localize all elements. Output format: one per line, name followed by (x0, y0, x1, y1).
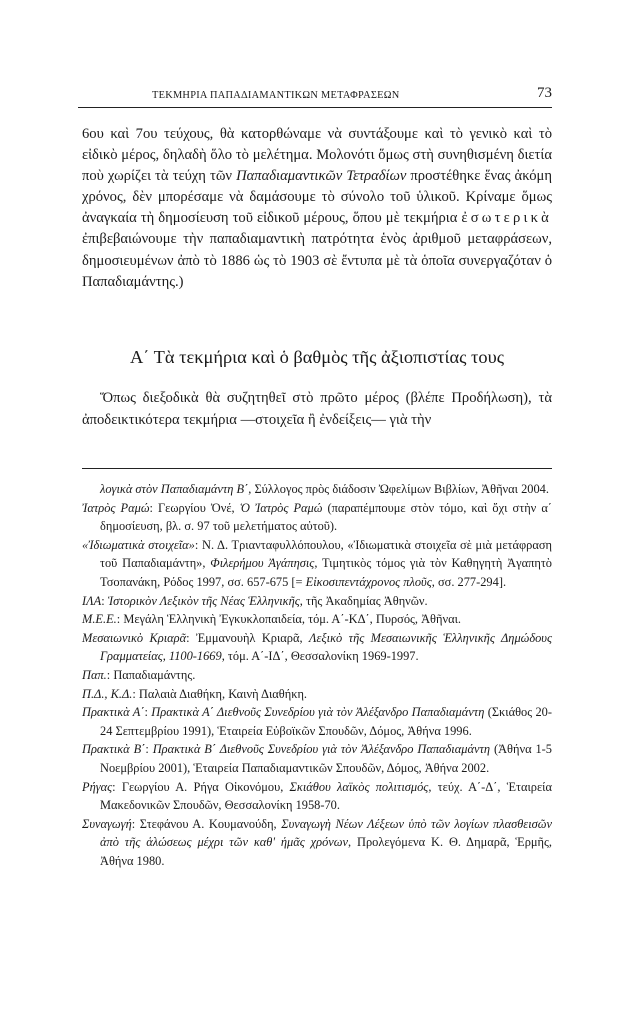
entry-separator: : (186, 630, 196, 645)
bibliography-entry (82, 778, 552, 815)
entry-text: , Τιμητικὸς τόμος γιὰ τὸν Καθηγητὴ Ἀγαπητὸ Τσοπανάκη, Ρόδος 1997, σσ. 657-675 [= (100, 556, 552, 589)
entry-italic-text: Σκιάθου λαϊκὸς πολιτισμός (289, 779, 429, 794)
entry-text: , σσ. 277-294]. (431, 574, 507, 589)
section-heading: Α΄ Τὰ τεκμήρια καὶ ὁ βαθμὸς τῆς ἀξιοπιστίας τους (129, 347, 504, 367)
notes-rule (82, 468, 552, 469)
body-text-part: προστέθηκε ἕνας ἀκόμη χρόνος, δὲν μπορέσαμε νὰ δαμάσουμε τὸ σύνολο τοῦ ὑλικοῦ. Κρίναμε ὅμως ἀναγκαία τὴ δημοσίευση τοῦ εἰδικοῦ μέρους, ὅπου μὲ τεκμήρια (82, 168, 552, 227)
entry-separator: : (112, 779, 122, 794)
entry-italic-text: Συναγωγὴ Νέων Λέξεων ὑπὸ τῶν λογίων πλασθεισῶν ἀπὸ τῆς ἁλώσεως μέχρι τῶν καθ' ἡμᾶς χρόνων (100, 816, 552, 850)
entry-separator: : (131, 816, 140, 831)
entry-abbreviation: Συναγωγή (82, 816, 132, 831)
intro-paragraph: Ὅπως διεξοδικὰ θὰ συζητηθεῖ στὸ πρῶτο μέρος (βλέπε Προδήλωση), τὰ ἀποδεικτικότερα τεκμήρια —στοιχεῖα ἢ ἐνδείξεις— γιὰ τὴν (82, 390, 552, 428)
entry-abbreviation: ΙΛΑ (82, 593, 102, 608)
entry-text: (παραπέμπουμε στὸν τόμο, καὶ ὄχι στὴν α΄ δημοσίευση, βλ. σ. 97 τοῦ μελετήματος αὐτοῦ). (100, 500, 552, 534)
bibliography-entry (82, 703, 552, 740)
entry-abbreviation: Πρακτικὰ Β΄ (82, 742, 146, 757)
entry-text: (Ἀθήνα 1-5 Νοεμβρίου 2001), Ἑταιρεία Παπαδιαμαντικῶν Σπουδῶν, Δόμος, Ἀθήνα 2002. (100, 742, 553, 775)
bibliography-entry (82, 610, 552, 629)
entry-text: Στεφάνου Α. Κουμανούδη, (139, 816, 282, 831)
entry-text: Παλαιὰ Διαθήκη, Καινὴ Διαθήκη. (138, 686, 308, 701)
bibliography-entry (82, 685, 552, 704)
entry-separator: : (149, 500, 158, 515)
entry-abbreviation: Ἰατρὸς Ραμώ (82, 500, 150, 515)
entry-italic-text: Ὁ Ἰατρὸς Ραμώ (239, 500, 323, 515)
entry-abbreviation: Παπ. (82, 667, 107, 682)
header-rule (78, 107, 552, 108)
entry-italic-text: Λεξικὸ τῆς Μεσαιωνικῆς Ἑλληνικῆς Δημώδους Γραμματείας, 1100-1669 (100, 630, 552, 664)
entry-text: Ἐμμανουὴλ Κριαρᾶ, (195, 630, 309, 645)
entry-separator: : (144, 705, 152, 720)
body-text (82, 124, 552, 293)
entry-abbreviation: Ρήγας (82, 779, 113, 794)
entry-separator: : (132, 686, 139, 701)
entry-separator: : (116, 612, 124, 627)
entry-text: Παπαδιαμάντης. (113, 667, 196, 682)
entry-text: , Σύλλογος πρὸς διάδοσιν Ὠφελίμων Βιβλίων, Ἀθῆναι 2004. (248, 482, 549, 496)
bibliography-entry (82, 629, 552, 666)
body-text-part: 6ου καὶ 7ου τεύχους, θὰ κατορθώναμε νὰ συντάξουμε καὶ τὸ γενικὸ καὶ τὸ εἰδικὸ μέρος, δηλαδὴ ὅλο τὸ μελέτημα. Μολονότι ὅμως στὴ συνηθισμένη διετία ποὺ χωρίζει τὰ τεύχη τῶν (82, 126, 552, 185)
bibliography-entry (82, 536, 552, 592)
entry-text: , τόμ. Α΄-ΙΔ΄, Θεσσαλονίκη 1969-1997. (221, 649, 419, 664)
entry-italic-text: Εἰκοσιπεντάχρονος πλοῦς (305, 574, 432, 589)
body-paragraph (82, 124, 552, 293)
entry-text: Ν. Δ. Τριανταφυλλόπουλου, «Ἰδιωματικὰ στοιχεῖα σὲ μιὰ μετάφραση τοῦ Παπαδιαμάντη», (100, 537, 552, 571)
bibliography-list (82, 480, 552, 870)
entry-text: Μεγάλη Ἑλληνικὴ Ἐγκυκλοπαιδεία, τόμ. Α΄-ΚΔ΄, Πυρσός, Ἀθῆναι. (123, 612, 461, 627)
entry-italic-text: λογικὰ στὸν Παπαδιαμάντη Β΄ (100, 482, 249, 496)
entry-text: (Σκιάθος 20-24 Σεπτεμβρίου 1991), Ἑταιρεία Εὐβοϊκῶν Σπουδῶν, Δόμος, Ἀθήνα 1996. (100, 705, 552, 738)
entry-text: Γεωργίου Ὀνέ, (158, 500, 240, 515)
bibliography-entry (82, 592, 552, 611)
entry-text: , τεύχ. Α΄-Δ΄, Ἑταιρεία Μακεδονικῶν Σπουδῶν, Θεσσαλονίκη 1958-70. (100, 779, 552, 813)
entry-abbreviation: Π.Δ., Κ.Δ. (82, 686, 133, 701)
entry-abbreviation: «Ἰδιωματικὰ στοιχεῖα» (82, 537, 195, 552)
entry-text: , τῆς Ἀκαδημίας Ἀθηνῶν. (299, 593, 428, 608)
entry-text: , Προλεγόμενα Κ. Θ. Δημαρᾶ, Ἑρμῆς, Ἀθήνα 1980. (100, 835, 552, 868)
bibliography-entry (82, 815, 552, 871)
entry-abbreviation: Πρακτικὰ Α΄ (82, 705, 145, 720)
page-number: 73 (537, 85, 552, 101)
bibliography-entry (82, 666, 552, 685)
entry-abbreviation: Μεσαιωνικὸ Κριαρᾶ (82, 630, 187, 645)
section-intro (82, 388, 552, 431)
entry-italic-text: Πρακτικὰ Α΄ Διεθνοῦς Συνεδρίου γιὰ τὸν Ἀλέξανδρο Παπαδιαμάντη (151, 705, 485, 720)
body-text-part: ἐπιβεβαιώνουμε τὴν παπαδιαμαντικὴ πατρότητα ἑνὸς ἀριθμοῦ μεταφράσεων, δημοσιευμένων ἀπὸ τὸ 1886 ὡς τὸ 1903 σὲ ἔντυπα μὲ τὰ ὁποῖα συνεργαζόταν ὁ Παπαδιαμάντης.) (82, 231, 552, 290)
entry-italic-text: Φιλερήμου Ἀγάπησις (210, 556, 315, 571)
entry-separator: : (194, 537, 202, 552)
entry-italic-text: Ἱστορικὸν Λεξικὸν τῆς Νέας Ἑλληνικῆς (107, 593, 300, 608)
running-head (78, 86, 552, 104)
running-title: ΤΕΚΜΗΡΙΑ ΠΑΠΑΔΙΑΜΑΝΤΙΚΩΝ ΜΕΤΑΦΡΑΣΕΩΝ (152, 90, 400, 101)
bibliography-entry (82, 480, 552, 499)
bibliography-entry (82, 499, 552, 536)
entry-separator: : (101, 593, 108, 608)
entry-separator: : (106, 667, 114, 682)
entry-abbreviation: Μ.Ε.Ε. (82, 612, 117, 627)
entry-text: Γεωργίου Α. Ρήγα Οἰκονόμου, (121, 779, 290, 794)
spaced-emphasis: ἐσωτερικὰ (461, 210, 552, 227)
bibliography-entry (82, 740, 552, 777)
entry-italic-text: Πρακτικὰ Β΄ Διεθνοῦς Συνεδρίου γιὰ τὸν Ἀλέξανδρο Παπαδιαμάντη (152, 742, 491, 757)
entry-separator: : (145, 742, 153, 757)
journal-title: Παπαδιαμαντικῶν Τετραδίων (236, 168, 407, 185)
